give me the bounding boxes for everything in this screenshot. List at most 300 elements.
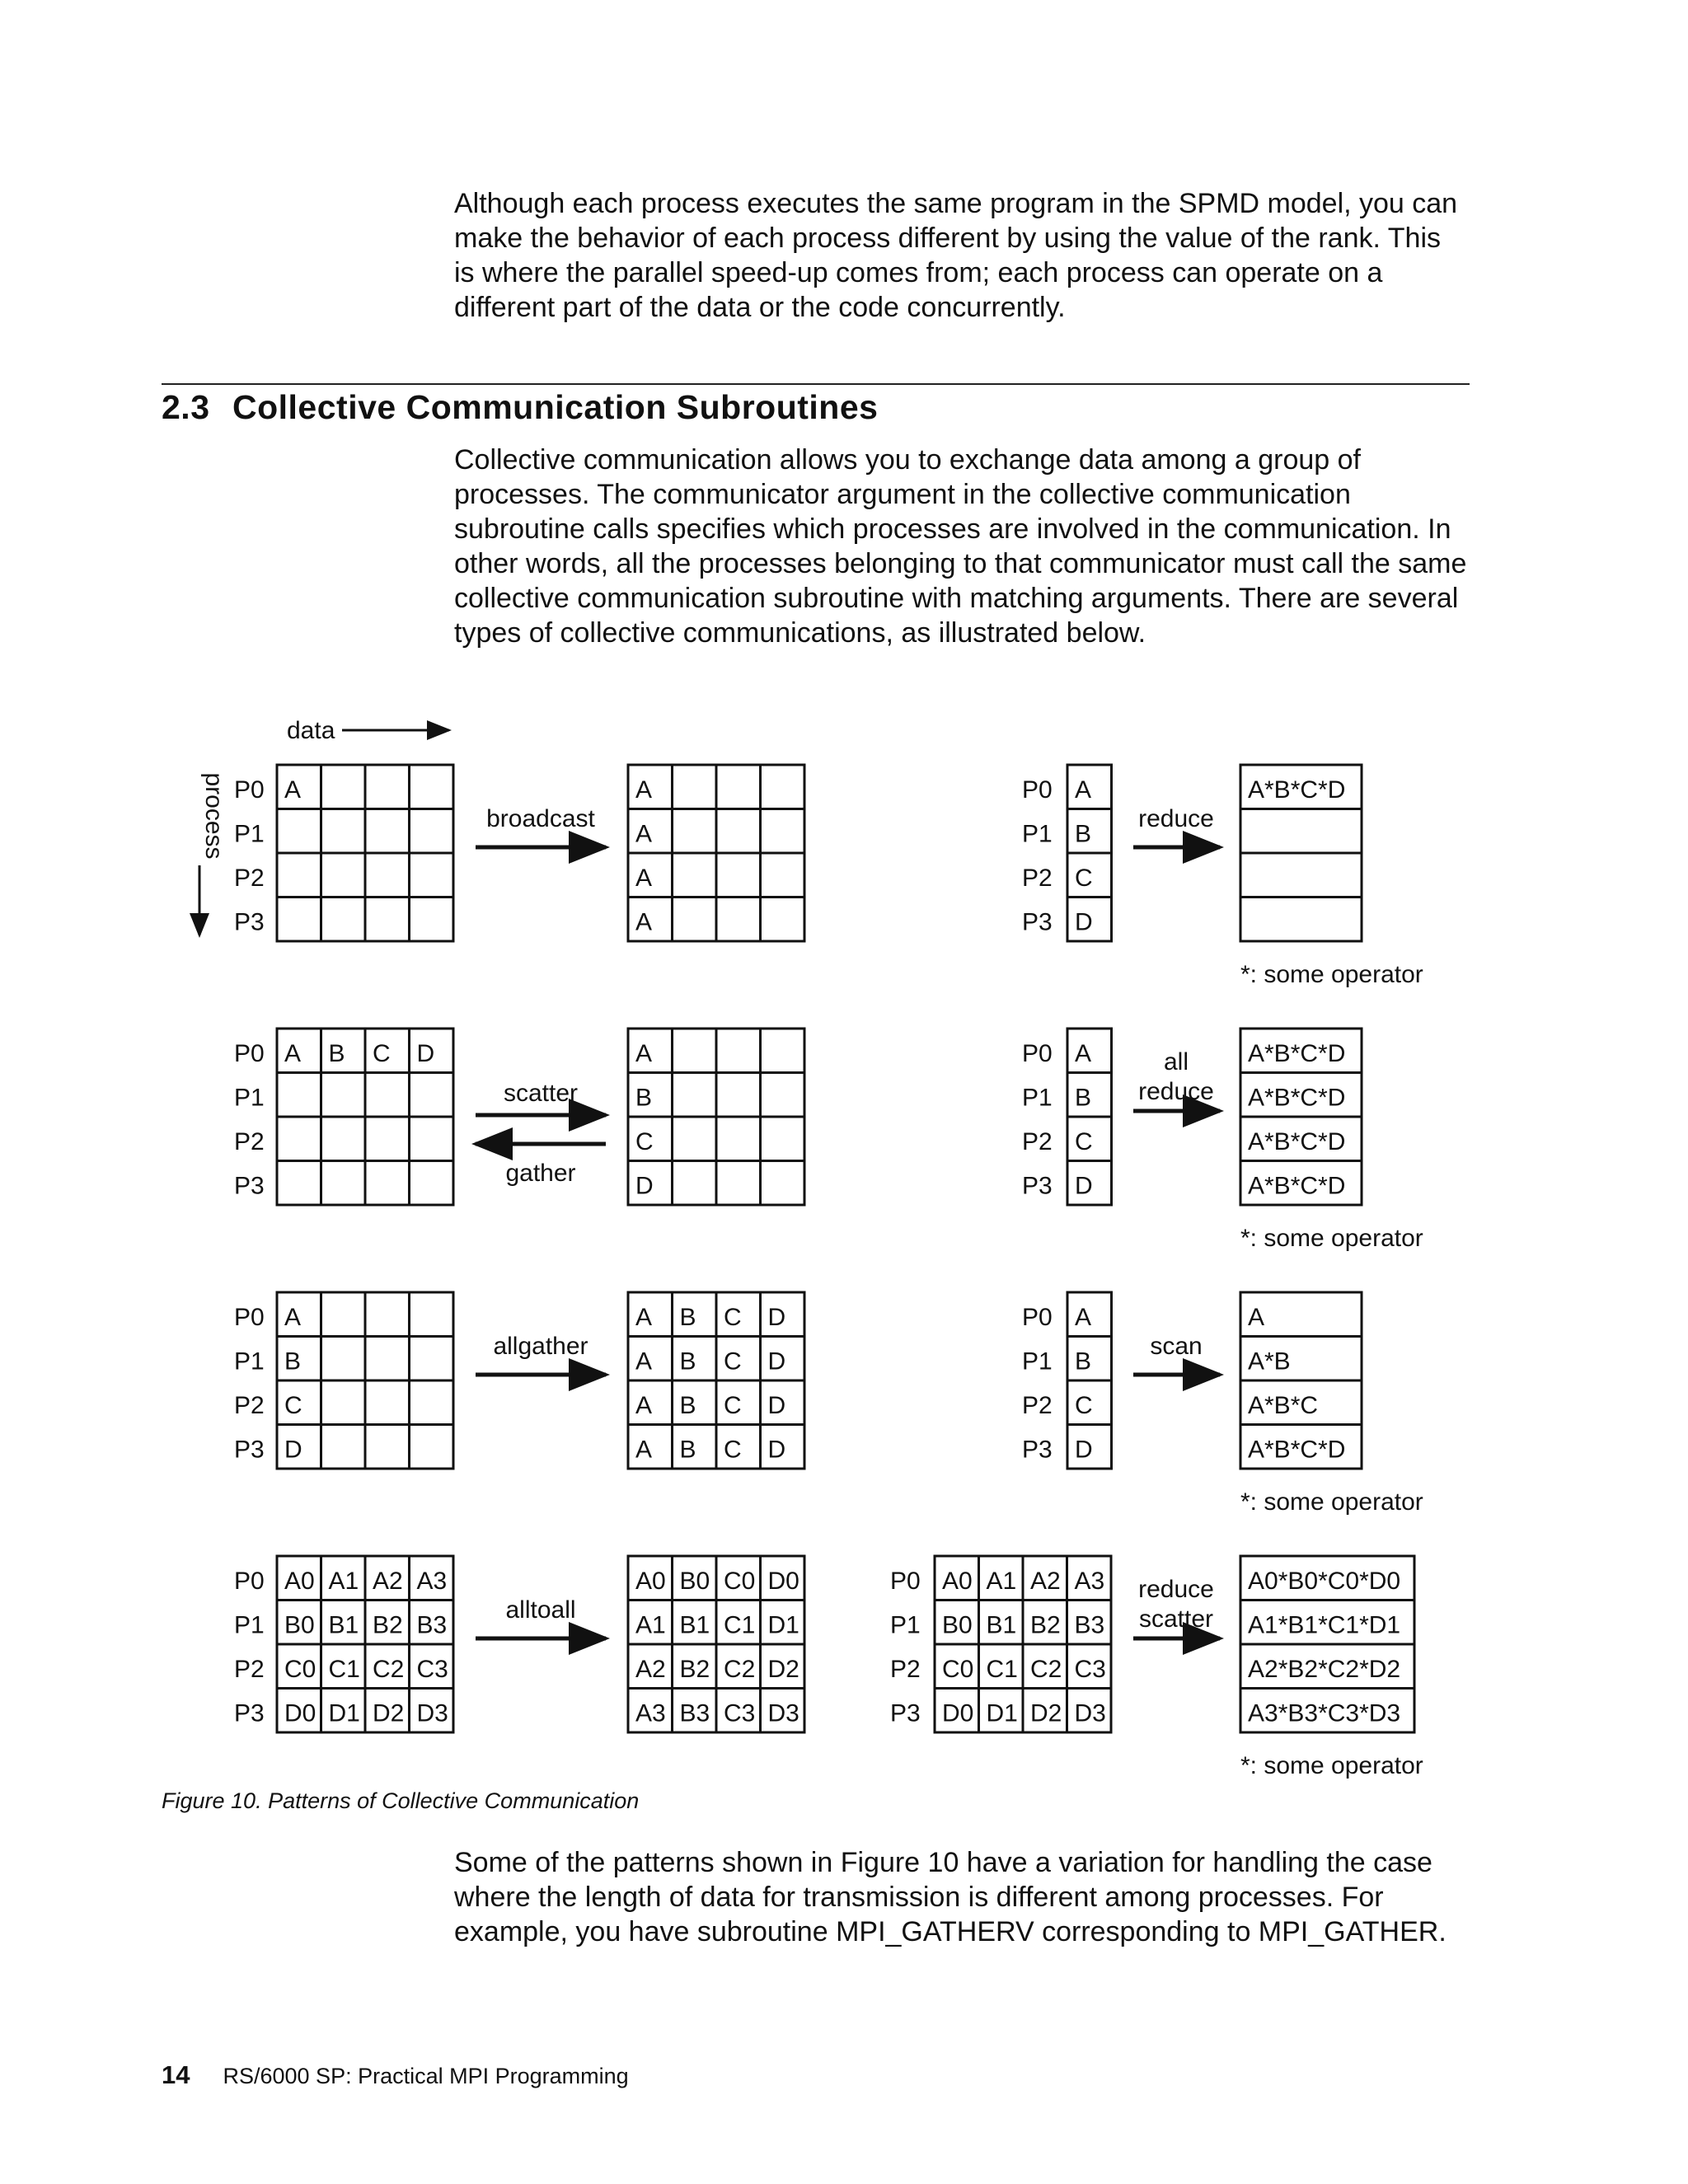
grid-cell xyxy=(673,1601,717,1645)
operation-label: gather xyxy=(505,1160,576,1187)
process-label: P0 xyxy=(234,776,265,804)
intro-paragraph xyxy=(454,186,1476,325)
grid-cell xyxy=(365,1073,410,1118)
cell-value: C1 xyxy=(328,1656,360,1683)
grid-cell xyxy=(1067,853,1112,898)
grid-cell xyxy=(716,1425,761,1469)
cell-value: A3 xyxy=(635,1699,666,1727)
grid-cell xyxy=(628,1161,673,1206)
cell-value: A xyxy=(635,865,653,892)
input-grid xyxy=(1067,1029,1112,1205)
grid-cell xyxy=(716,1161,761,1206)
grid-cell xyxy=(321,1029,366,1073)
grid-cell xyxy=(365,1029,410,1073)
cell-value: B xyxy=(679,1436,696,1464)
figure-axes xyxy=(199,717,449,935)
page-footer xyxy=(162,2060,629,2090)
process-label: P0 xyxy=(890,1568,921,1595)
grid-cell xyxy=(277,1689,321,1733)
cell-value: C1 xyxy=(724,1611,756,1639)
operation-label: scatter xyxy=(503,1080,579,1107)
text-line: other words, all the processes belonging to that communicator must call the same xyxy=(454,548,1467,579)
cell-value: C xyxy=(724,1304,742,1331)
grid-cell xyxy=(1023,1601,1067,1645)
cell-value: C xyxy=(724,1392,742,1419)
grid-cell xyxy=(716,1689,761,1733)
cell-value: A xyxy=(1075,1304,1092,1331)
cell-value: B2 xyxy=(679,1656,710,1683)
section-number: 2.3 xyxy=(162,388,210,426)
cell-value: A xyxy=(284,776,302,804)
grid-cell xyxy=(628,1601,673,1645)
pattern-panel xyxy=(1022,1029,1423,1252)
text-line: is where the parallel speed-up comes from; each process can operate on a xyxy=(454,257,1383,288)
section-rule xyxy=(162,383,1470,385)
text-line: where the length of data for transmission is different among processes. For xyxy=(454,1882,1384,1913)
cell-value: B3 xyxy=(1074,1611,1105,1639)
grid-cell xyxy=(1067,765,1112,809)
grid-cell xyxy=(716,1644,761,1689)
cell-value: B xyxy=(635,1084,653,1112)
grid-cell xyxy=(277,1161,321,1206)
grid-cell xyxy=(277,765,321,809)
grid-cell xyxy=(935,1689,979,1733)
cell-value: A xyxy=(635,1040,653,1067)
cell-value: B1 xyxy=(328,1611,359,1639)
cell-value: D1 xyxy=(328,1699,360,1727)
grid-cell xyxy=(716,1292,761,1337)
cell-value: D xyxy=(1075,908,1093,936)
grid-cell xyxy=(1240,1644,1414,1689)
grid-cell xyxy=(935,1644,979,1689)
cell-value: C2 xyxy=(1030,1656,1062,1683)
cell-value: C0 xyxy=(724,1568,756,1595)
grid-cell xyxy=(1067,1689,1112,1733)
grid-cell xyxy=(277,1292,321,1337)
grid-cell xyxy=(1240,1029,1362,1073)
grid-cell xyxy=(365,1337,410,1381)
grid-cell xyxy=(628,1556,673,1601)
grid-cell xyxy=(979,1689,1024,1733)
grid-cell xyxy=(628,765,673,809)
cell-value: C3 xyxy=(724,1699,756,1727)
cell-value: A*B xyxy=(1248,1347,1291,1376)
grid-cell xyxy=(716,1380,761,1425)
text-line: different part of the data or the code concurrently. xyxy=(454,292,1066,323)
grid-cell xyxy=(673,1689,717,1733)
grid-cell xyxy=(410,1425,454,1469)
grid-cell xyxy=(410,1029,454,1073)
process-label: P3 xyxy=(1022,1172,1053,1200)
grid-cell xyxy=(628,853,673,898)
text-line: make the behavior of each process different by using the value of the rank. This xyxy=(454,223,1442,254)
grid-cell xyxy=(1023,1689,1067,1733)
grid-cell xyxy=(365,1644,410,1689)
grid-cell xyxy=(761,853,805,898)
cell-value: A2*B2*C2*D2 xyxy=(1248,1656,1401,1683)
grid-cell xyxy=(628,1029,673,1073)
cell-value: D2 xyxy=(1030,1699,1062,1727)
grid-cell xyxy=(277,1601,321,1645)
grid-cell xyxy=(1067,1644,1112,1689)
grid-cell xyxy=(1067,1073,1112,1118)
cell-value: B xyxy=(1075,820,1092,848)
grid-cell xyxy=(761,1073,805,1118)
grid-cell xyxy=(277,1073,321,1118)
grid-cell xyxy=(410,765,454,809)
text-line: types of collective communications, as illustrated below. xyxy=(454,617,1146,649)
cell-value: A1 xyxy=(986,1568,1017,1595)
grid-cell xyxy=(1240,1073,1362,1118)
process-label: P3 xyxy=(234,1172,265,1200)
cell-value: A3 xyxy=(1074,1568,1105,1595)
cell-value: D xyxy=(767,1347,786,1376)
grid-cell xyxy=(410,1337,454,1381)
grid-cell xyxy=(761,1380,805,1425)
grid-cell xyxy=(410,853,454,898)
grid-cell xyxy=(1240,1425,1362,1469)
process-label: P3 xyxy=(234,1699,265,1727)
operation-label: all xyxy=(1163,1048,1189,1076)
grid-cell xyxy=(761,809,805,854)
grid-cell xyxy=(410,898,454,942)
grid-cell xyxy=(716,809,761,854)
grid-cell xyxy=(716,1601,761,1645)
grid-cell xyxy=(628,1292,673,1337)
operation-label: scan xyxy=(1150,1333,1203,1360)
cell-value: A xyxy=(1075,1040,1092,1067)
process-label: P0 xyxy=(234,1304,265,1331)
cell-value: D xyxy=(767,1304,786,1331)
process-label: P2 xyxy=(234,1656,265,1683)
grid-cell xyxy=(365,1556,410,1601)
cell-value: A xyxy=(635,1347,653,1376)
grid-cell xyxy=(628,1117,673,1161)
cell-value: D xyxy=(416,1040,435,1067)
cell-value: A xyxy=(635,776,653,804)
grid-cell xyxy=(761,1117,805,1161)
text-line: collective communication subroutine with matching arguments. There are several xyxy=(454,583,1459,614)
grid-cell xyxy=(365,1117,410,1161)
grid-cell xyxy=(410,1380,454,1425)
grid-cell xyxy=(321,898,366,942)
grid-cell xyxy=(321,809,366,854)
pattern-panel xyxy=(234,1029,804,1205)
process-label: P1 xyxy=(234,820,265,848)
cell-value: D xyxy=(767,1436,786,1464)
input-grid xyxy=(277,1556,453,1732)
grid-cell xyxy=(277,1556,321,1601)
cell-value: A1 xyxy=(328,1568,359,1595)
cell-value: A1*B1*C1*D1 xyxy=(1248,1611,1401,1639)
grid-cell xyxy=(410,1292,454,1337)
grid-cell xyxy=(410,1601,454,1645)
grid-cell xyxy=(761,1425,805,1469)
grid-cell xyxy=(673,1337,717,1381)
grid-cell xyxy=(673,1161,717,1206)
grid-cell xyxy=(365,765,410,809)
grid-cell xyxy=(761,1161,805,1206)
cell-value: A xyxy=(1075,776,1092,804)
grid-cell xyxy=(277,1380,321,1425)
grid-cell xyxy=(365,1380,410,1425)
grid-cell xyxy=(365,1425,410,1469)
input-grid xyxy=(277,1029,453,1205)
grid-cell xyxy=(761,1029,805,1073)
cell-value: B1 xyxy=(679,1611,710,1639)
figure-panels xyxy=(234,765,1423,1779)
text-line: processes. The communicator argument in the collective communication xyxy=(454,479,1351,510)
output-grid xyxy=(628,1292,804,1469)
cell-value: D3 xyxy=(416,1699,448,1727)
process-label: P0 xyxy=(234,1040,265,1067)
section-paragraph xyxy=(454,443,1476,650)
cell-value: A1 xyxy=(635,1611,666,1639)
output-grid xyxy=(628,1556,804,1732)
grid-cell xyxy=(1240,1380,1362,1425)
grid-cell xyxy=(1240,1689,1414,1733)
input-grid xyxy=(1067,1292,1112,1469)
cell-value: A*B*C*D xyxy=(1248,1040,1346,1067)
operation-label: scatter xyxy=(1138,1605,1214,1633)
grid-cell xyxy=(673,1073,717,1118)
cell-value: C3 xyxy=(1074,1656,1106,1683)
grid-cell xyxy=(673,1029,717,1073)
grid-cell xyxy=(935,1601,979,1645)
cell-value: A*B*C*D xyxy=(1248,776,1346,804)
grid-cell xyxy=(761,1601,805,1645)
process-label: P0 xyxy=(1022,1040,1053,1067)
page-number: 14 xyxy=(162,2060,190,2089)
grid-cell xyxy=(761,1292,805,1337)
cell-value: C1 xyxy=(986,1656,1018,1683)
cell-value: B xyxy=(679,1392,696,1419)
cell-value: A3*B3*C3*D3 xyxy=(1248,1699,1401,1727)
grid-cell xyxy=(1240,1161,1362,1206)
process-label: P1 xyxy=(890,1611,921,1639)
grid-cell xyxy=(1067,1556,1112,1601)
cell-value: C xyxy=(1075,1128,1093,1155)
grid-cell xyxy=(1240,1117,1362,1161)
grid-cell xyxy=(277,1337,321,1381)
grid-cell xyxy=(673,853,717,898)
process-label: P2 xyxy=(890,1656,921,1683)
cell-value: A xyxy=(284,1304,302,1331)
grid-cell xyxy=(761,765,805,809)
book-title: RS/6000 SP: Practical MPI Programming xyxy=(223,2064,629,2088)
grid-cell xyxy=(628,1689,673,1733)
grid-cell xyxy=(410,1644,454,1689)
cell-value: A*B*C*D xyxy=(1248,1436,1346,1464)
process-label: P3 xyxy=(1022,1436,1053,1464)
process-label: P1 xyxy=(234,1611,265,1639)
cell-value: A xyxy=(635,820,653,848)
cell-value: D xyxy=(1075,1172,1093,1200)
grid-cell xyxy=(673,1117,717,1161)
figure-caption: Figure 10. Patterns of Collective Communication xyxy=(162,1788,640,1813)
grid-cell xyxy=(1240,1556,1414,1601)
grid-cell xyxy=(979,1556,1024,1601)
grid-cell xyxy=(365,809,410,854)
grid-cell xyxy=(1067,1117,1112,1161)
grid-cell xyxy=(716,765,761,809)
cell-value: D0 xyxy=(942,1699,974,1727)
grid-cell xyxy=(277,1117,321,1161)
grid-cell xyxy=(628,1644,673,1689)
process-label: P0 xyxy=(1022,1304,1053,1331)
pattern-panel xyxy=(1022,765,1423,988)
cell-value: C2 xyxy=(724,1656,756,1683)
process-label: P3 xyxy=(234,908,265,936)
cell-value: A0*B0*C0*D0 xyxy=(1248,1568,1401,1595)
grid-cell xyxy=(1067,898,1112,942)
grid-cell xyxy=(410,809,454,854)
cell-value: D3 xyxy=(767,1699,799,1727)
grid-cell xyxy=(1023,1644,1067,1689)
operator-note: *: some operator xyxy=(1240,1488,1423,1516)
cell-value: B2 xyxy=(373,1611,403,1639)
cell-value: B xyxy=(1075,1347,1092,1376)
grid-cell xyxy=(365,1292,410,1337)
grid-cell xyxy=(628,1425,673,1469)
process-label: P3 xyxy=(1022,908,1053,936)
grid-cell xyxy=(365,1689,410,1733)
cell-value: A0 xyxy=(284,1568,315,1595)
grid-cell xyxy=(628,809,673,854)
text-line: subroutine calls specifies which processes are involved in the communication. In xyxy=(454,513,1451,545)
cell-value: A*B*C*D xyxy=(1248,1084,1346,1112)
cell-value: C xyxy=(1075,1392,1093,1419)
operation-label: reduce xyxy=(1138,1078,1214,1105)
process-label: P2 xyxy=(234,1128,265,1155)
pattern-panel xyxy=(234,765,804,941)
grid-cell xyxy=(716,1337,761,1381)
grid-cell xyxy=(277,1644,321,1689)
cell-value: C0 xyxy=(284,1656,316,1683)
grid-cell xyxy=(628,1337,673,1381)
cell-value: D0 xyxy=(767,1568,799,1595)
grid-cell xyxy=(1240,809,1362,854)
closing-paragraph xyxy=(454,1845,1476,1949)
grid-cell xyxy=(321,1337,366,1381)
grid-cell xyxy=(935,1556,979,1601)
grid-cell xyxy=(979,1644,1024,1689)
grid-cell xyxy=(1067,1161,1112,1206)
input-grid xyxy=(277,1292,453,1469)
grid-cell xyxy=(410,1117,454,1161)
process-label: P2 xyxy=(1022,1392,1053,1419)
grid-cell xyxy=(365,1601,410,1645)
process-label: P2 xyxy=(234,1392,265,1419)
output-grid xyxy=(628,765,804,941)
grid-cell xyxy=(365,898,410,942)
pattern-panel xyxy=(234,1556,804,1732)
cell-value: A*B*C xyxy=(1248,1392,1319,1419)
grid-cell xyxy=(321,853,366,898)
grid-cell xyxy=(321,1556,366,1601)
operator-note: *: some operator xyxy=(1240,961,1423,988)
section-title: Collective Communication Subroutines xyxy=(232,388,879,426)
grid-cell xyxy=(365,853,410,898)
operator-note: *: some operator xyxy=(1240,1752,1423,1779)
grid-cell xyxy=(1067,1029,1112,1073)
section-heading xyxy=(162,387,878,427)
process-label: P1 xyxy=(1022,1347,1053,1376)
operation-label: reduce xyxy=(1138,805,1214,832)
cell-value: B xyxy=(328,1040,345,1067)
grid-cell xyxy=(673,765,717,809)
cell-value: B xyxy=(284,1347,302,1376)
cell-value: B3 xyxy=(416,1611,448,1639)
cell-value: D xyxy=(1075,1436,1093,1464)
grid-cell xyxy=(365,1161,410,1206)
grid-cell xyxy=(410,1689,454,1733)
cell-value: A*B*C*D xyxy=(1248,1128,1346,1155)
grid-cell xyxy=(1067,1380,1112,1425)
grid-cell xyxy=(979,1601,1024,1645)
cell-value: A2 xyxy=(635,1656,666,1683)
pattern-panel xyxy=(234,1292,804,1469)
cell-value: A xyxy=(635,1436,653,1464)
grid-cell xyxy=(716,1556,761,1601)
cell-value: D0 xyxy=(284,1699,316,1727)
grid-cell xyxy=(321,1644,366,1689)
grid-cell xyxy=(761,1556,805,1601)
grid-cell xyxy=(716,898,761,942)
grid-cell xyxy=(321,1425,366,1469)
process-label: P3 xyxy=(890,1699,921,1727)
output-grid xyxy=(1240,765,1362,941)
cell-value: D xyxy=(767,1392,786,1419)
cell-value: C xyxy=(373,1040,391,1067)
axis-label-data: data xyxy=(287,717,335,744)
cell-value: C xyxy=(724,1436,742,1464)
grid-cell xyxy=(673,898,717,942)
text-line: example, you have subroutine MPI_GATHERV corresponding to MPI_GATHER. xyxy=(454,1916,1447,1947)
process-label: P3 xyxy=(234,1436,265,1464)
cell-value: D2 xyxy=(373,1699,405,1727)
grid-cell xyxy=(761,1337,805,1381)
cell-value: B0 xyxy=(942,1611,973,1639)
output-grid xyxy=(1240,1556,1414,1732)
process-label: P1 xyxy=(234,1347,265,1376)
cell-value: B2 xyxy=(1030,1611,1061,1639)
operation-label: allgather xyxy=(493,1333,588,1360)
grid-cell xyxy=(321,1117,366,1161)
grid-cell xyxy=(321,1601,366,1645)
cell-value: C3 xyxy=(416,1656,448,1683)
grid-cell xyxy=(1067,1601,1112,1645)
cell-value: C xyxy=(1075,865,1093,892)
grid-cell xyxy=(1067,809,1112,854)
cell-value: B xyxy=(679,1304,696,1331)
cell-value: D xyxy=(284,1436,302,1464)
grid-cell xyxy=(628,898,673,942)
cell-value: B3 xyxy=(679,1699,710,1727)
grid-cell xyxy=(277,1029,321,1073)
cell-value: A2 xyxy=(1030,1568,1061,1595)
grid-cell xyxy=(673,1380,717,1425)
cell-value: B0 xyxy=(284,1611,315,1639)
grid-cell xyxy=(277,853,321,898)
grid-cell xyxy=(1067,1425,1112,1469)
grid-cell xyxy=(277,898,321,942)
grid-cell xyxy=(628,1380,673,1425)
grid-cell xyxy=(1067,1292,1112,1337)
process-label: P2 xyxy=(1022,865,1053,892)
cell-value: B0 xyxy=(679,1568,710,1595)
process-label: P1 xyxy=(1022,1084,1053,1112)
